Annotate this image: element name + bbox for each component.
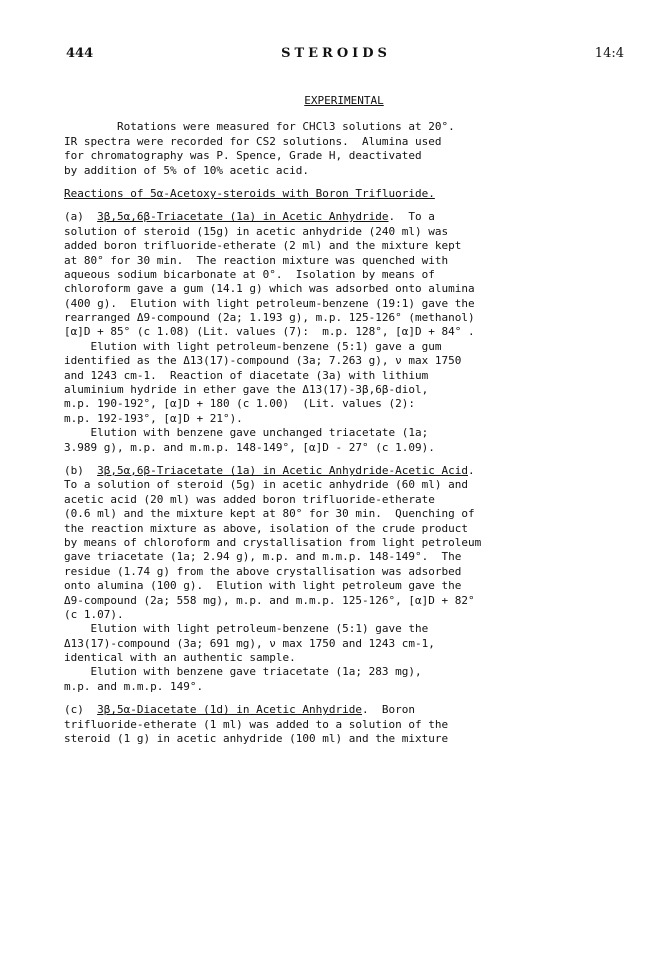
paragraph-a-line: aluminium hydride in ether gave the Δ13(17)-3β,6β-diol, (64, 383, 429, 397)
paragraph-b-label: (b) (64, 463, 98, 477)
paragraph-a-title: 3β,5α,6β-Triacetate (1a) in Acetic Anhydride (97, 210, 389, 224)
paragraph-a-line: m.p. 192-193°, [α]D + 21°). (64, 411, 243, 425)
paragraph-b-line: (0.6 ml) and the mixture kept at 80° for 30 min. Quenching of (64, 507, 475, 521)
reactions-heading: Reactions of 5α-Acetoxy-steroids with Boron Trifluoride. (64, 186, 435, 200)
paragraph-b-title: 3β,5α,6β-Triacetate (1a) in Acetic Anhydride-Acetic Acid (97, 463, 468, 477)
paragraph-a-line: added boron trifluoride-etherate (2 ml) and the mixture kept (64, 239, 462, 253)
paragraph-b-title-tail: . (468, 463, 475, 477)
paragraph-b-line: Δ9-compound (2a; 558 mg), m.p. and m.m.p. 125-126°, [α]D + 82° (64, 593, 475, 607)
paragraph-b-line: acetic acid (20 ml) was added boron trifluoride-etherate (64, 492, 435, 506)
paragraph-a-line: [α]D + 85° (c 1.08) (Lit. values (7): m.p. 128°, [α]D + 84° . (64, 325, 475, 339)
paragraph-c (64, 703, 624, 746)
paragraph-a-line: 3.989 g), m.p. and m.m.p. 148-149°, [α]D - 27° (c 1.09). (64, 440, 435, 454)
section-title (64, 94, 624, 108)
paragraph-a-title-line (64, 210, 624, 224)
paragraph-c-title-tail: . Boron (362, 703, 416, 717)
paragraph-c-title: 3β,5α-Diacetate (1d) in Acetic Anhydride (97, 703, 363, 717)
paragraph-a-line: Elution with benzene gave unchanged triacetate (1a; (64, 426, 429, 440)
intro-line: Rotations were measured for CHCl3 solutions at 20°. (64, 120, 455, 134)
intro-line: for chromatography was P. Spence, Grade H, deactivated (64, 149, 422, 163)
paragraph-a-title-tail: . To a (388, 210, 435, 224)
paragraph-b-line: m.p. and m.m.p. 149°. (64, 679, 204, 693)
paragraph-a-line: at 80° for 30 min. The reaction mixture was quenched with (64, 253, 449, 267)
paragraph-b-line: residue (1.74 g) from the above crystallisation was adsorbed (64, 564, 462, 578)
section-title-text: EXPERIMENTAL (304, 94, 384, 107)
paragraph-c-line: trifluoride-etherate (1 ml) was added to a solution of the (64, 717, 449, 731)
intro-line: IR spectra were recorded for CS2 solutions. Alumina used (64, 134, 442, 148)
paragraph-b (64, 464, 624, 694)
paragraph-b-line: gave triacetate (1a; 2.94 g), m.p. and m.m.p. 148-149°. The (64, 550, 462, 564)
paragraph-a-line: m.p. 190-192°, [α]D + 180 (c 1.00) (Lit. values (2): (64, 397, 415, 411)
paragraph-b-line: the reaction mixture as above, isolation of the crude product (64, 521, 468, 535)
paragraph-b-line: Elution with benzene gave triacetate (1a; 283 mg), (64, 665, 422, 679)
paragraph-b-line: by means of chloroform and crystallisation from light petroleum (64, 535, 482, 549)
paragraph-a-line: aqueous sodium bicarbonate at 0°. Isolation by means of (64, 267, 435, 281)
paragraph-b-line: onto alumina (100 g). Elution with light petroleum gave the (64, 579, 462, 593)
paragraph-c-label: (c) (64, 703, 98, 717)
paragraph-a-line: Elution with light petroleum-benzene (5:1) gave a gum (64, 339, 442, 353)
journal-title: STEROIDS (281, 46, 391, 61)
paragraph-b-line: identical with an authentic sample. (64, 651, 296, 665)
paragraph-b-line: (c 1.07). (64, 607, 124, 621)
paragraph-a-line: rearranged Δ9-compound (2a; 1.193 g), m.p. 125-126° (methanol) (64, 311, 475, 325)
issue-number: 14:4 (594, 46, 624, 61)
intro-line: by addition of 5% of 10% acetic acid. (64, 163, 310, 177)
paragraph-a-line: solution of steroid (15g) in acetic anhydride (240 ml) was (64, 224, 449, 238)
paragraph-b-line: To a solution of steroid (5g) in acetic anhydride (60 ml) and (64, 478, 468, 492)
article-body (64, 94, 624, 746)
page-number: 444 (66, 46, 94, 61)
paragraph-a-line: identified as the Δ13(17)-compound (3a; 7.263 g), ν max 1750 (64, 354, 462, 368)
intro-paragraph (64, 120, 624, 178)
paragraph-a-line: (400 g). Elution with light petroleum-benzene (19:1) gave the (64, 296, 475, 310)
paragraph-c-title-line (64, 703, 624, 717)
paragraph-b-line: Elution with light petroleum-benzene (5:1) gave the (64, 622, 429, 636)
paragraph-b-title-line (64, 464, 624, 478)
paragraph-c-line: steroid (1 g) in acetic anhydride (100 ml) and the mixture (64, 732, 449, 746)
paragraph-b-line: Δ13(17)-compound (3a; 691 mg), ν max 1750 and 1243 cm-1, (64, 636, 435, 650)
paragraph-a-label: (a) (64, 210, 98, 224)
paragraph-a (64, 210, 624, 455)
paragraph-a-line: and 1243 cm-1. Reaction of diacetate (3a) with lithium (64, 368, 429, 382)
paragraph-a-line: chloroform gave a gum (14.1 g) which was adsorbed onto alumina (64, 282, 475, 296)
